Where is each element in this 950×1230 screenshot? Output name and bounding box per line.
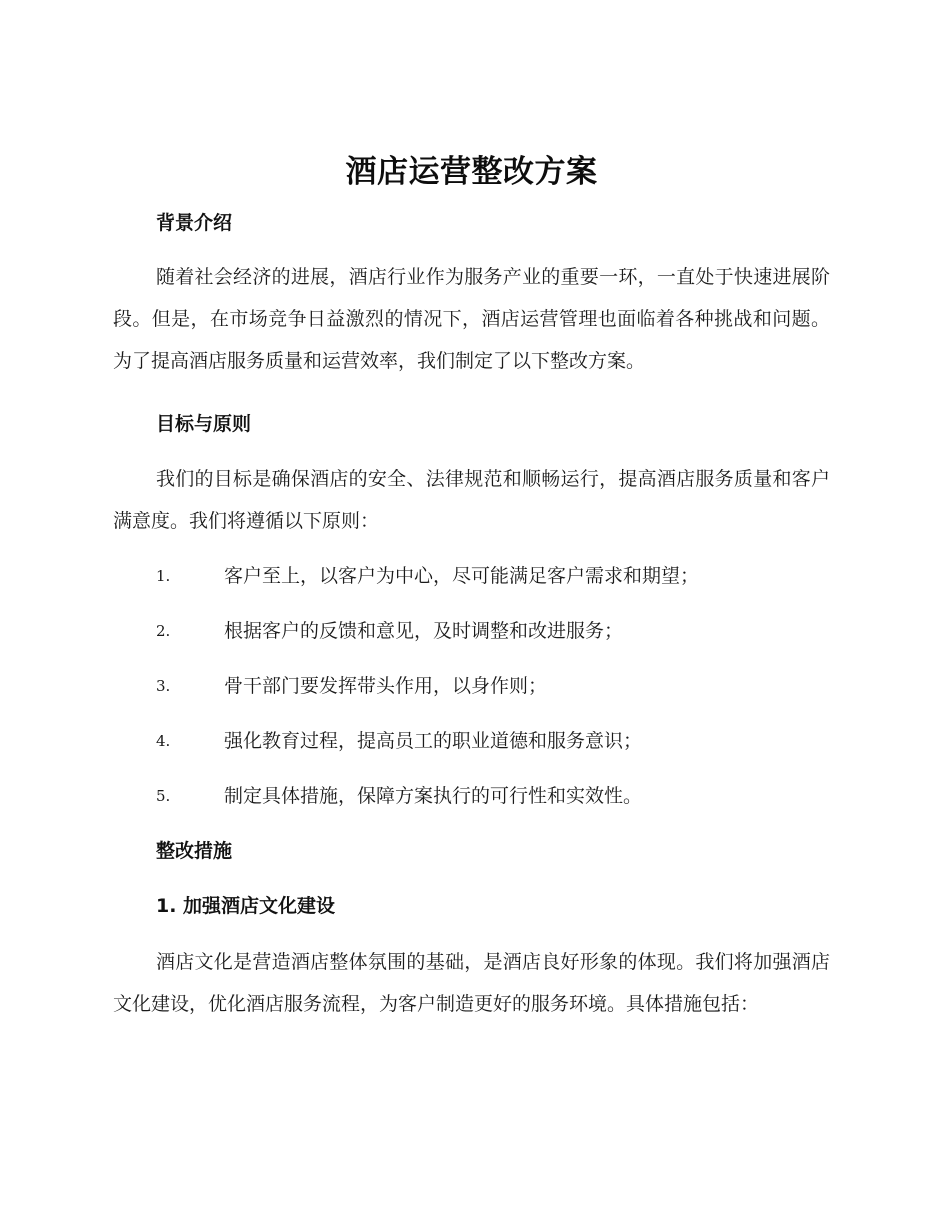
list-item-number: 2. — [156, 622, 171, 640]
document-title: 酒店运营整改方案 — [345, 154, 598, 190]
list-item-text: 根据客户的反馈和意见，及时调整和改进服务； — [224, 620, 624, 642]
list-item-number: 5. — [156, 787, 171, 805]
list-item — [113, 604, 830, 659]
list-item-number: 1. — [156, 567, 171, 585]
list-item-number: 4. — [156, 732, 171, 750]
background-paragraph: 随着社会经济的进展，酒店行业作为服务产业的重要一环，一直处于快速进展阶段。但是，在市场竞争日益激烈的情况下，酒店运营管理也面临着各种挑战和问题。为了提高酒店服务质量和运营效率，我们制定了以下整改方案。 — [113, 266, 830, 372]
list-item-text: 客户至上，以客户为中心，尽可能满足客户需求和期望； — [224, 565, 700, 587]
subsection-heading-culture: 1. 加强酒店文化建设 — [156, 895, 336, 917]
list-item-text: 强化教育过程，提高员工的职业道德和服务意识； — [224, 730, 643, 752]
section-heading-measures: 整改措施 — [156, 840, 233, 862]
culture-paragraph: 酒店文化是营造酒店整体氛围的基础，是酒店良好形象的体现。我们将加强酒店文化建设，优化酒店服务流程，为客户制造更好的服务环境。具体措施包括： — [113, 951, 830, 1015]
list-item — [113, 714, 830, 769]
list-item-text: 骨干部门要发挥带头作用，以身作则； — [224, 675, 548, 697]
list-item — [113, 769, 830, 824]
document-page — [113, 150, 830, 1025]
list-item — [113, 659, 830, 714]
section-heading-goals: 目标与原则 — [156, 413, 252, 435]
goals-paragraph: 我们的目标是确保酒店的安全、法律规范和顺畅运行，提高酒店服务质量和客户满意度。我们将遵循以下原则： — [113, 468, 830, 532]
principles-list — [113, 549, 830, 824]
list-item — [113, 549, 830, 604]
section-heading-background: 背景介绍 — [156, 212, 233, 234]
list-item-text: 制定具体措施，保障方案执行的可行性和实效性。 — [224, 785, 643, 807]
list-item-number: 3. — [156, 677, 171, 695]
